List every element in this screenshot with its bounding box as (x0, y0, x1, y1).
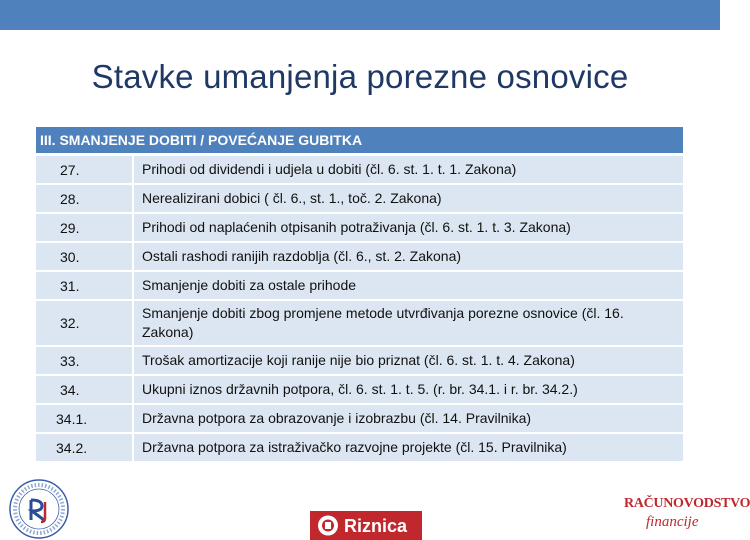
table-row (36, 405, 683, 434)
row-number: 29. (36, 214, 134, 243)
page-title: Stavke umanjenja porezne osnovice (91, 58, 629, 95)
row-description: Državna potpora za istraživačko razvojne projekte (čl. 15. Pravilnika) (134, 434, 683, 463)
table-header-row (36, 127, 683, 156)
deductions-table-container (36, 127, 683, 463)
table-row (36, 376, 683, 405)
row-description: Ostali rashodi ranijih razdoblja (čl. 6., st. 2. Zakona) (134, 243, 683, 272)
row-number: 30. (36, 243, 134, 272)
table-row (36, 185, 683, 214)
racunovodstvo-logo (624, 496, 750, 540)
table-header: III. SMANJENJE DOBITI / POVEĆANJE GUBITKA (36, 127, 683, 156)
table-row (36, 301, 683, 347)
riznica-brand-text: Riznica (344, 516, 408, 536)
table-row (36, 347, 683, 376)
row-description: Ukupni iznos državnih potpora, čl. 6. st. 1. t. 5. (r. br. 34.1. i r. br. 34.2.) (134, 376, 683, 405)
racunovodstvo-logo-line1: RAČUNOVODSTVO (624, 496, 750, 511)
seal-logo-icon (4, 478, 74, 540)
row-number: 27. (36, 156, 134, 185)
row-number: 31. (36, 272, 134, 301)
row-number: 34.2. (36, 434, 134, 463)
row-description: Prihodi od dividendi i udjela u dobiti (čl. 6. st. 1. t. 1. Zakona) (134, 156, 683, 185)
table-row (36, 156, 683, 185)
row-number: 32. (36, 301, 134, 347)
deductions-table (36, 127, 683, 463)
row-description: Trošak amortizacije koji ranije nije bio priznat (čl. 6. st. 1. t. 4. Zakona) (134, 347, 683, 376)
row-number: 33. (36, 347, 134, 376)
row-description: Nerealizirani dobici ( čl. 6., st. 1., toč. 2. Zakona) (134, 185, 683, 214)
riznica-logo (310, 511, 422, 540)
row-description: Prihodi od naplaćenih otpisanih potraživanja (čl. 6. st. 1. t. 3. Zakona) (134, 214, 683, 243)
table-row (36, 243, 683, 272)
row-description: Smanjenje dobiti za ostale prihode (134, 272, 683, 301)
racunovodstvo-logo-line2: financije (646, 514, 699, 530)
top-accent-bar (0, 0, 720, 30)
row-number: 28. (36, 185, 134, 214)
row-number: 34. (36, 376, 134, 405)
table-row (36, 434, 683, 463)
table-row (36, 214, 683, 243)
table-row (36, 272, 683, 301)
row-description: Smanjenje dobiti zbog promjene metode utvrđivanja porezne osnovice (čl. 16. Zakona) (134, 301, 683, 347)
row-description: Državna potpora za obrazovanje i izobrazbu (čl. 14. Pravilnika) (134, 405, 683, 434)
row-number: 34.1. (36, 405, 134, 434)
